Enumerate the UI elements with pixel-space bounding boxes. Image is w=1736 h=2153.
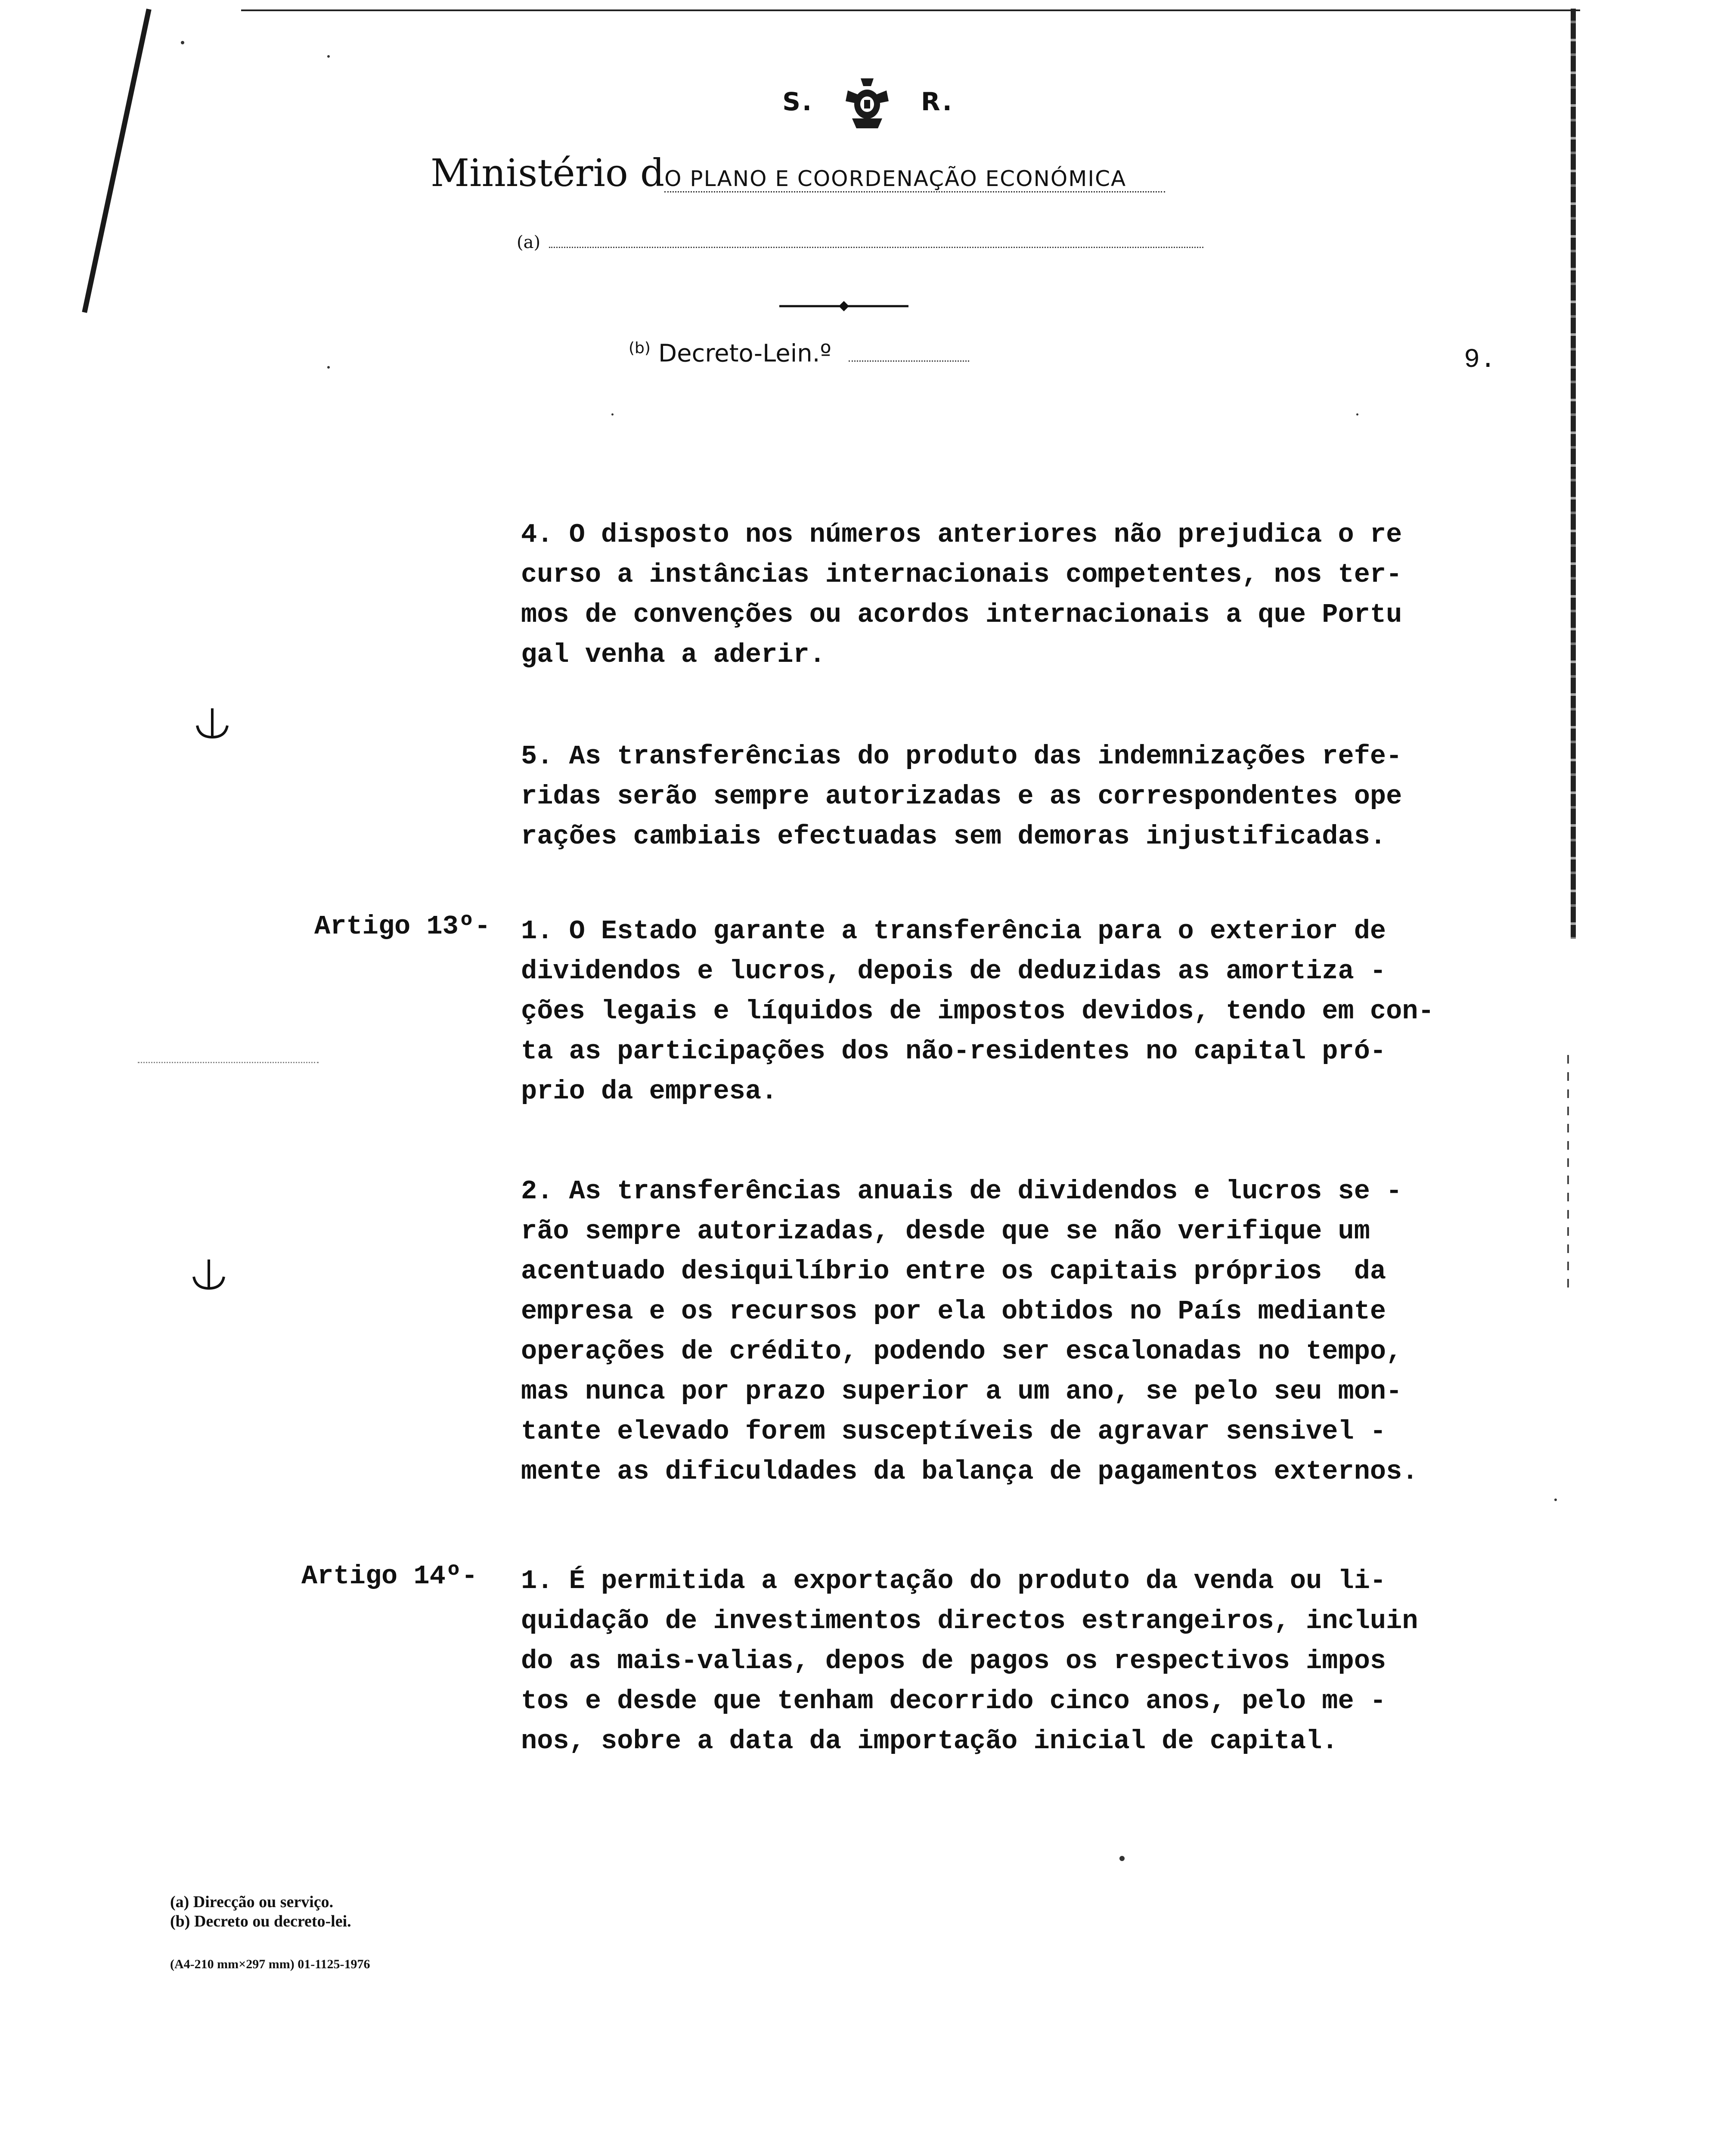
artigo-13-paragraph-1: 1. O Estado garante a transferência para o exterior de dividendos e lucros, depois de deduzidas as amortiza - ções legais e líquidos de impostos devidos, tendo em con- ta as participações dos não-residentes no capital pró- prio da empresa.: [521, 916, 1434, 1107]
footnote-a: (a) Direcção ou serviço.: [170, 1893, 334, 1911]
header-republic-mark: [0, 78, 1736, 129]
artigo-13-paragraph-2: 2. As transferências anuais de dividendos e lucros se - rão sempre autorizadas, desde que se não verifique um acentuado desiquilíbrio entre os capitais próprios da empresa e os recursos por ela obtidos no País mediante operações de crédito, podendo ser escalonadas no tempo, mas nunca por prazo superior a um ano, se pelo seu mon- tante elevado forem susceptíveis de agravar sensivel - mente as dificuldades da balança de pagamentos externos.: [521, 1176, 1418, 1487]
artigo-14-paragraph-1: 1. É permitida a exportação do produto da venda ou li- quidação de investimentos directos estrangeiros, incluin do as mais-valias, depos de pagos os respectivos impos tos e desde que tenham decorrido cinco anos, pelo me - nos, sobre a data da importação inicial de capital.: [521, 1566, 1418, 1756]
artigo-14-label: Artigo 14º-: [301, 1561, 478, 1591]
page-number: 9.: [1464, 344, 1496, 375]
decreto-marker: (b): [629, 339, 651, 357]
margin-dotted-line: [138, 1062, 319, 1063]
artigo-13-label: Artigo 13º-: [314, 911, 491, 942]
anchor-mark-icon: [193, 706, 232, 741]
scan-speck: [1554, 1498, 1557, 1501]
scan-speck: [1356, 413, 1358, 416]
decreto-line: [629, 339, 969, 368]
ministry-name: O PLANO E COORDENAÇÃO ECONÓMICA: [664, 166, 1165, 192]
crest-icon: [839, 78, 895, 129]
scan-speck: [327, 366, 330, 369]
decreto-dots: [849, 352, 969, 362]
scan-left-stroke: [82, 9, 151, 313]
paragraph-4: 4. O disposto nos números anteriores não prejudica o re curso a instâncias internacionais competentes, nos ter- mos de convenções ou acordos internacionais a que Portu gal venha a aderir.: [521, 519, 1402, 670]
service-line-label: (a): [517, 233, 541, 252]
service-line-dots: [549, 238, 1203, 248]
footnote-b: (b) Decreto ou decreto-lei.: [170, 1912, 351, 1930]
header-s: S.: [782, 87, 814, 117]
scan-right-edge-lower: [1567, 1055, 1569, 1287]
divider-ornament-icon: [779, 300, 908, 313]
scan-right-edge: [1571, 9, 1576, 939]
paragraph-5: 5. As transferências do produto das indemnizações refe- ridas serão sempre autorizadas e as correspondentes ope rações cambiais efectuadas sem demoras injustificadas.: [521, 741, 1402, 852]
anchor-mark-icon: [189, 1257, 228, 1292]
scan-speck: [611, 413, 614, 416]
service-line: [517, 233, 1203, 252]
scan-speck: [181, 41, 184, 44]
ministry-prefix: Ministério d: [431, 151, 665, 195]
scan-speck: [327, 55, 330, 58]
decreto-label: Decreto-Lein.º: [658, 339, 831, 368]
ministry-title: [431, 151, 1165, 195]
scan-speck: [1119, 1856, 1125, 1861]
form-reference: (A4-210 mm×297 mm) 01-1125-1976: [170, 1957, 370, 1971]
header-r: R.: [921, 87, 954, 117]
scan-top-edge: [241, 9, 1580, 11]
